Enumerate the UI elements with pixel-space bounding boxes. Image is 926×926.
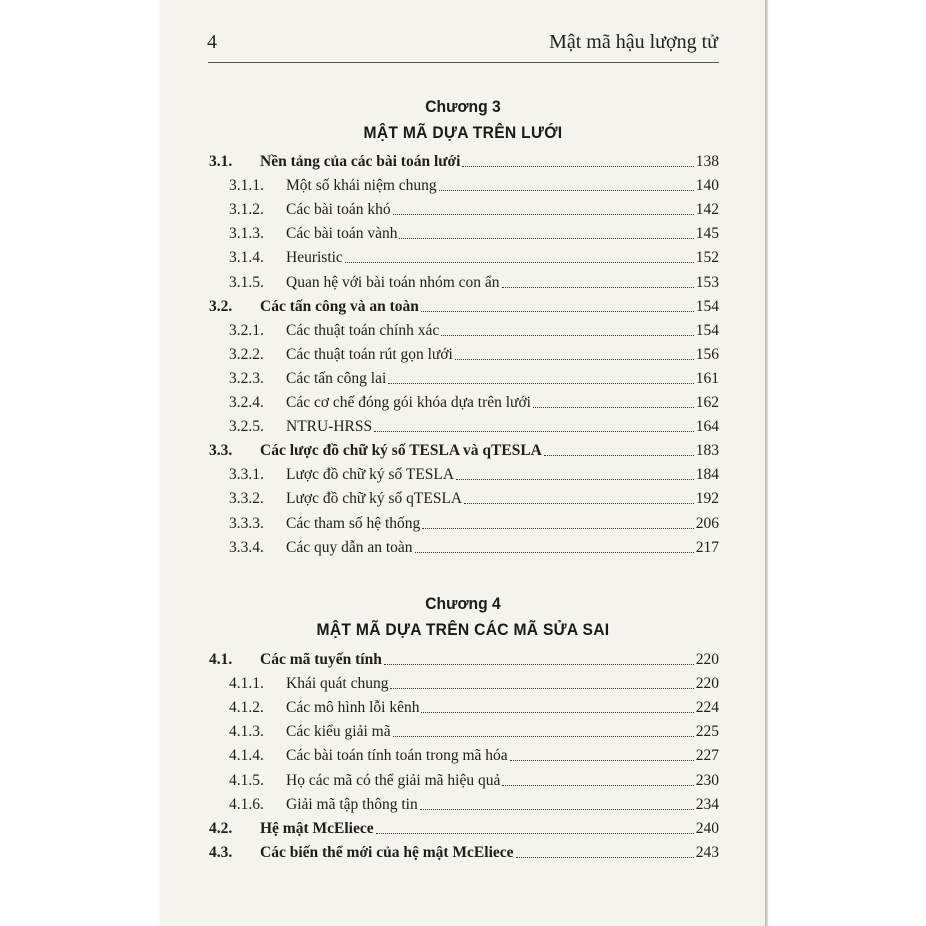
toc-entry-page: 138 xyxy=(695,153,719,170)
toc-entry-title: Các quy dẫn an toàn xyxy=(286,538,413,556)
toc-entry-page: 225 xyxy=(695,723,719,741)
toc-entry xyxy=(229,673,719,695)
toc-entry-title: Hệ mật McEliece xyxy=(260,819,374,837)
toc-entry-number: 4.1.4. xyxy=(229,747,264,765)
running-title: Mật mã hậu lượng tử xyxy=(549,31,718,53)
toc-entry-number: 3.3.3. xyxy=(229,514,264,532)
toc-entry-title: Các mã tuyến tính xyxy=(260,651,382,668)
toc-entry-number: 3.3.2. xyxy=(229,490,264,508)
toc-entry-title: Họ các mã có thể giải mã hiệu quả xyxy=(286,771,501,789)
toc-entry-number: 3.2. xyxy=(209,297,233,315)
toc-entry xyxy=(229,223,719,245)
toc-entry-number: 3.1.4. xyxy=(229,249,264,267)
toc-entry-number: 3.1.5. xyxy=(229,273,264,291)
toc-entry-number: 4.1. xyxy=(209,651,233,668)
toc-entry-title: Các bài toán vành xyxy=(286,225,398,243)
toc-entry-page: 230 xyxy=(695,771,719,789)
toc-entry xyxy=(229,794,719,816)
toc-entry xyxy=(229,247,719,269)
toc-entry-number: 3.2.5. xyxy=(229,418,264,436)
toc-entry-number: 3.2.3. xyxy=(229,369,264,387)
dot-leader xyxy=(390,687,693,689)
toc-entry-page: 142 xyxy=(695,201,719,219)
toc-entry-title: Lược đồ chữ ký số qTESLA xyxy=(286,490,463,508)
toc-entry xyxy=(229,513,719,535)
dot-leader xyxy=(464,502,694,504)
dot-leader xyxy=(510,759,694,761)
toc-entry-page: 162 xyxy=(695,394,719,411)
toc-entry-title: Các tham số hệ thống xyxy=(286,514,421,532)
toc-entry-title: Các tấn công và an toàn xyxy=(260,297,419,315)
toc-entry xyxy=(209,151,719,173)
toc-entry-page: 240 xyxy=(695,819,719,837)
toc-entry-page: 206 xyxy=(695,514,719,532)
toc-entry-number: 3.1.2. xyxy=(229,201,264,219)
toc-entry-page: 227 xyxy=(695,747,719,765)
chapter-label: Chương 3 xyxy=(425,97,501,116)
book-page xyxy=(160,0,766,926)
toc-entry-number: 3.2.4. xyxy=(229,394,264,411)
dot-leader xyxy=(462,165,693,167)
toc-entry-number: 4.1.2. xyxy=(229,699,264,717)
toc-entry-title: Các biến thể mới của hệ mật McEliece xyxy=(260,843,514,861)
toc-entry-page: 153 xyxy=(695,273,719,291)
dot-leader xyxy=(376,832,694,834)
toc-entry-page: 183 xyxy=(695,442,719,460)
toc-entry xyxy=(229,464,719,486)
toc-entry xyxy=(229,320,719,342)
dot-leader xyxy=(384,663,694,665)
dot-leader xyxy=(393,213,694,215)
dot-leader xyxy=(345,261,694,263)
toc-entry-page: 145 xyxy=(695,225,719,243)
toc-entry xyxy=(229,697,719,719)
chapter-title: MẬT MÃ DỰA TRÊN CÁC MÃ SỬA SAI xyxy=(316,620,610,639)
dot-leader xyxy=(421,711,693,713)
chapter-label: Chương 4 xyxy=(425,594,501,613)
toc-entry-page: 184 xyxy=(695,466,719,484)
toc-entry xyxy=(229,344,719,366)
toc-entry-page: 220 xyxy=(695,651,719,668)
toc-entry-page: 140 xyxy=(695,177,719,195)
toc-entry-number: 4.1.3. xyxy=(229,723,264,741)
toc-entry-number: 4.3. xyxy=(209,843,233,861)
dot-leader xyxy=(415,551,694,553)
toc-entry xyxy=(229,368,719,390)
page-number: 4 xyxy=(207,31,217,53)
toc-entry xyxy=(229,770,719,792)
toc-entry-number: 3.2.2. xyxy=(229,345,264,363)
toc-entry xyxy=(209,649,719,671)
toc-entry xyxy=(209,818,719,840)
toc-entry-page: 161 xyxy=(695,369,719,387)
toc-entry-number: 3.1.1. xyxy=(229,177,264,195)
toc-entry-title: Các bài toán khó xyxy=(286,201,391,219)
toc-entry-page: 154 xyxy=(695,321,719,339)
toc-entry-title: Các thuật toán chính xác xyxy=(286,321,440,339)
dot-leader xyxy=(533,406,694,408)
toc-entry-title: Một số khái niệm chung xyxy=(286,177,437,195)
toc-entry xyxy=(229,537,719,559)
toc-entry xyxy=(209,296,719,318)
dot-leader xyxy=(388,382,693,384)
toc-entry-page: 152 xyxy=(695,249,719,267)
dot-leader xyxy=(399,237,693,239)
toc-entry-number: 4.1.1. xyxy=(229,675,264,693)
toc-entry-number: 3.2.1. xyxy=(229,321,264,339)
toc-entry-number: 3.3.4. xyxy=(229,538,264,556)
dot-leader xyxy=(502,784,693,786)
toc-entry xyxy=(229,745,719,767)
toc-entry-page: 217 xyxy=(695,538,719,556)
toc-entry-title: Các mô hình lỗi kênh xyxy=(286,699,420,717)
toc-entry xyxy=(209,842,719,864)
toc-entry-page: 243 xyxy=(695,843,719,861)
toc-entry-title: Nền tảng của các bài toán lưới xyxy=(260,153,461,170)
toc-entry-page: 164 xyxy=(695,418,719,436)
toc-entry-title: Các thuật toán rút gọn lưới xyxy=(286,345,453,363)
toc-entry xyxy=(229,392,719,414)
toc-entry-title: Các tấn công lai xyxy=(286,369,387,387)
toc-entry-number: 3.3.1. xyxy=(229,466,264,484)
toc-entry xyxy=(229,416,719,438)
dot-leader xyxy=(374,430,694,432)
toc-entry-title: Các kiểu giải mã xyxy=(286,723,391,741)
dot-leader xyxy=(422,527,693,529)
toc-entry-page: 224 xyxy=(695,699,719,717)
toc-entry-number: 3.1. xyxy=(209,153,233,170)
toc-entry xyxy=(229,488,719,510)
toc-entry-number: 4.1.5. xyxy=(229,771,264,789)
toc-entry-title: Khái quát chung xyxy=(286,675,389,693)
toc-entry-page: 154 xyxy=(695,297,719,315)
toc-entry-number: 4.1.6. xyxy=(229,795,264,813)
dot-leader xyxy=(439,189,694,191)
toc-entry-page: 234 xyxy=(695,795,719,813)
toc-entry-title: Các bài toán tính toán trong mã hóa xyxy=(286,747,508,765)
toc-entry xyxy=(229,199,719,221)
chapter-title: MẬT MÃ DỰA TRÊN LƯỚI xyxy=(363,123,563,142)
toc-entry xyxy=(229,721,719,743)
toc-entry-title: Các lược đồ chữ ký số TESLA và qTESLA xyxy=(260,442,542,460)
dot-leader xyxy=(502,286,694,288)
toc-entry xyxy=(229,272,719,294)
dot-leader xyxy=(456,478,694,480)
toc-entry-title: Các cơ chế đóng gói khóa dựa trên lưới xyxy=(286,394,531,411)
dot-leader xyxy=(441,334,694,336)
toc-entry-title: NTRU-HRSS xyxy=(286,418,373,436)
toc-entry-title: Giải mã tập thông tin xyxy=(286,795,418,813)
toc-entry-page: 156 xyxy=(695,345,719,363)
page-edge xyxy=(765,0,768,926)
dot-leader xyxy=(544,454,694,456)
toc-entry-number: 4.2. xyxy=(209,819,233,837)
toc-entry-title: Lược đồ chữ ký số TESLA xyxy=(286,466,455,484)
toc-entry-number: 3.1.3. xyxy=(229,225,264,243)
dot-leader xyxy=(421,310,694,312)
toc-entry-title: Quan hệ với bài toán nhóm con ẩn xyxy=(286,273,500,291)
dot-leader xyxy=(455,358,694,360)
toc-entry xyxy=(209,440,719,462)
dot-leader xyxy=(420,808,694,810)
toc-entry-title: Heuristic xyxy=(286,249,343,267)
header-divider xyxy=(208,62,719,63)
toc-entry xyxy=(229,175,719,197)
toc-entry-number: 3.3. xyxy=(209,442,233,460)
dot-leader xyxy=(393,735,694,737)
dot-leader xyxy=(516,856,694,858)
toc-entry-page: 192 xyxy=(695,490,719,508)
toc-entry-page: 220 xyxy=(695,675,719,693)
